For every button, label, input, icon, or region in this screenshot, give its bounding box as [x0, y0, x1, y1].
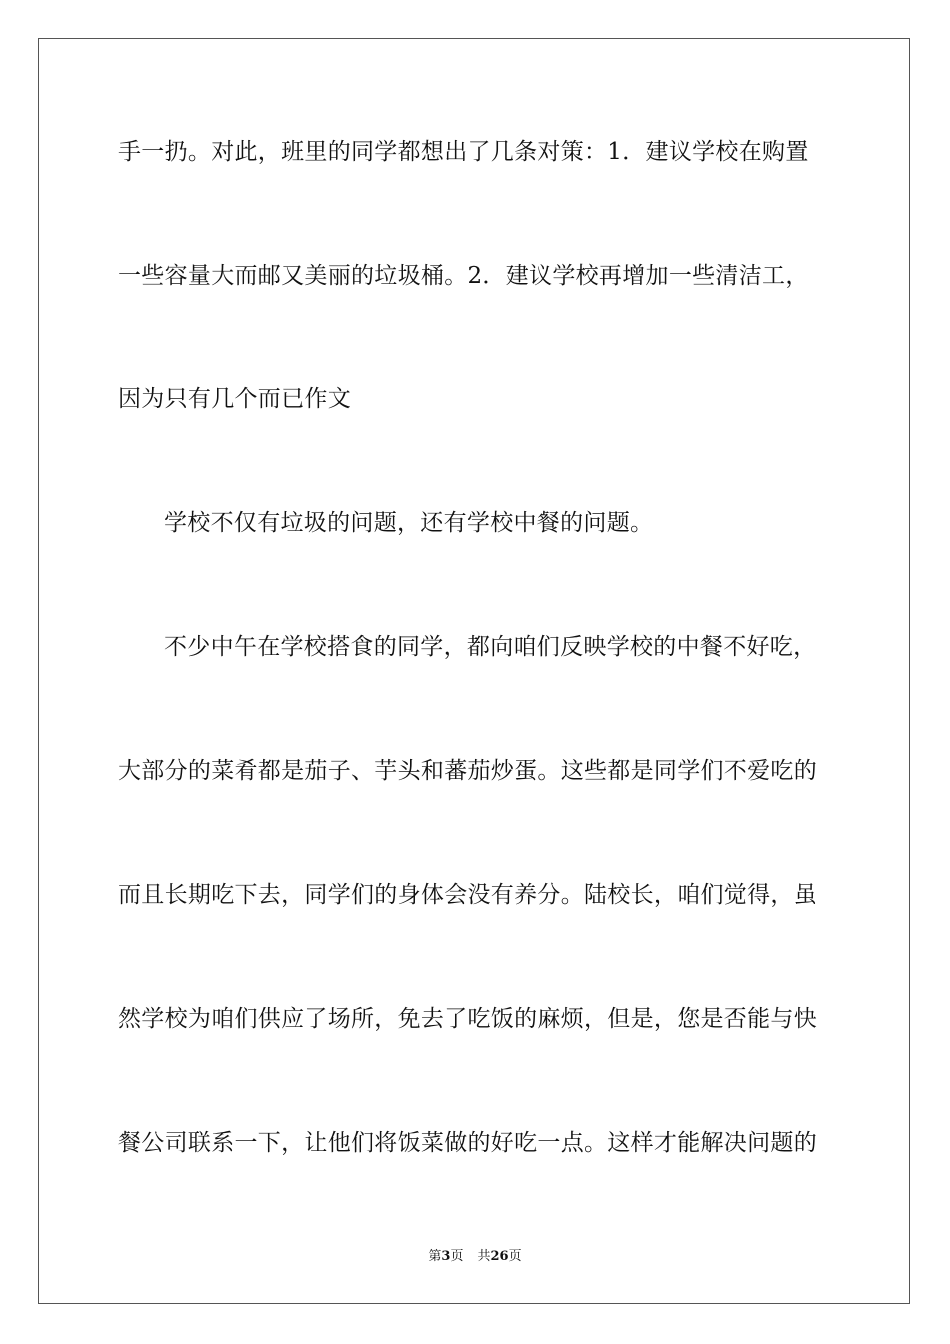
page-footer	[0, 1248, 950, 1266]
body-text-line: 而且长期吃下去，同学们的身体会没有养分。陆校长，咱们觉得，虽	[118, 882, 817, 908]
body-text-line: 然学校为咱们供应了场所，免去了吃饭的麻烦，但是，您是否能与快	[118, 1006, 817, 1032]
page-suffix: 页	[450, 1249, 464, 1264]
body-text-line: 一些容量大而邮又美丽的垃圾桶。2．建议学校再增加一些清洁工，	[118, 263, 809, 289]
body-text-line: 因为只有几个而已作文	[118, 386, 351, 412]
body-text-line: 学校不仅有垃圾的问题，还有学校中餐的问题。	[164, 510, 654, 536]
total-suffix: 页	[508, 1249, 522, 1264]
page-border	[38, 38, 910, 1304]
body-text-line: 手一扔。对此，班里的同学都想出了几条对策：1．建议学校在购置	[118, 139, 809, 165]
total-prefix: 共	[477, 1249, 491, 1264]
body-text-line: 大部分的菜肴都是茄子、芋头和蕃茄炒蛋。这些都是同学们不爱吃的	[118, 758, 817, 784]
body-text-line: 餐公司联系一下，让他们将饭菜做的好吃一点。这样才能解决问题的	[118, 1130, 817, 1156]
page-prefix: 第	[428, 1249, 442, 1264]
total-pages-number: 26	[490, 1249, 509, 1264]
body-text-line: 不少中午在学校搭食的同学，都向咱们反映学校的中餐不好吃，	[164, 634, 817, 660]
current-page-number: 3	[441, 1249, 451, 1264]
